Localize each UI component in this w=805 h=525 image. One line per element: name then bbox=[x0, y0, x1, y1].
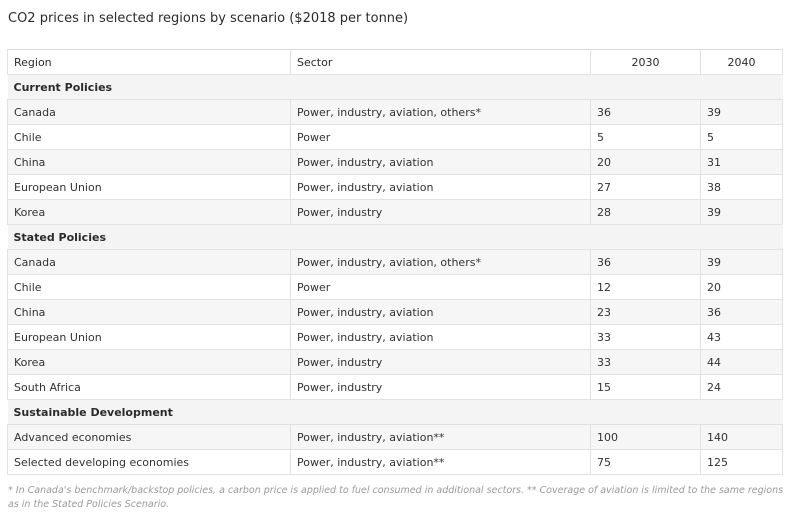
table-body bbox=[8, 75, 783, 475]
table-row bbox=[8, 150, 783, 175]
value-2040-cell: 31 bbox=[701, 150, 783, 175]
sector-cell: Power bbox=[291, 275, 591, 300]
table-row bbox=[8, 200, 783, 225]
sector-cell: Power, industry, aviation bbox=[291, 175, 591, 200]
region-cell: European Union bbox=[8, 175, 291, 200]
value-2040-cell: 39 bbox=[701, 250, 783, 275]
region-cell: Canada bbox=[8, 250, 291, 275]
column-header-region: Region bbox=[8, 50, 291, 75]
region-cell: Advanced economies bbox=[8, 425, 291, 450]
region-cell: Korea bbox=[8, 200, 291, 225]
scenario-name: Stated Policies bbox=[8, 225, 783, 250]
sector-cell: Power, industry bbox=[291, 375, 591, 400]
value-2040-cell: 43 bbox=[701, 325, 783, 350]
scenario-group-row bbox=[8, 400, 783, 425]
value-2040-cell: 36 bbox=[701, 300, 783, 325]
value-2030-cell: 100 bbox=[591, 425, 701, 450]
value-2030-cell: 15 bbox=[591, 375, 701, 400]
scenario-group-row bbox=[8, 75, 783, 100]
region-cell: China bbox=[8, 300, 291, 325]
sector-cell: Power, industry, aviation bbox=[291, 300, 591, 325]
value-2040-cell: 38 bbox=[701, 175, 783, 200]
region-cell: South Africa bbox=[8, 375, 291, 400]
table-row bbox=[8, 250, 783, 275]
sector-cell: Power, industry bbox=[291, 350, 591, 375]
region-cell: Chile bbox=[8, 125, 291, 150]
column-header-2030: 2030 bbox=[591, 50, 701, 75]
region-cell: Korea bbox=[8, 350, 291, 375]
table-row bbox=[8, 425, 783, 450]
table-row bbox=[8, 375, 783, 400]
table-row bbox=[8, 325, 783, 350]
value-2030-cell: 20 bbox=[591, 150, 701, 175]
value-2040-cell: 44 bbox=[701, 350, 783, 375]
sector-cell: Power, industry, aviation bbox=[291, 325, 591, 350]
table-row bbox=[8, 450, 783, 475]
header-row bbox=[8, 50, 783, 75]
sector-cell: Power, industry, aviation, others* bbox=[291, 250, 591, 275]
sector-cell: Power, industry bbox=[291, 200, 591, 225]
sector-cell: Power, industry, aviation bbox=[291, 150, 591, 175]
region-cell: Selected developing economies bbox=[8, 450, 291, 475]
sector-cell: Power bbox=[291, 125, 591, 150]
value-2040-cell: 125 bbox=[701, 450, 783, 475]
value-2040-cell: 39 bbox=[701, 200, 783, 225]
value-2030-cell: 36 bbox=[591, 250, 701, 275]
table-row bbox=[8, 125, 783, 150]
value-2040-cell: 39 bbox=[701, 100, 783, 125]
region-cell: European Union bbox=[8, 325, 291, 350]
table-row bbox=[8, 275, 783, 300]
scenario-name: Sustainable Development bbox=[8, 400, 783, 425]
table-row bbox=[8, 175, 783, 200]
value-2030-cell: 33 bbox=[591, 325, 701, 350]
value-2030-cell: 28 bbox=[591, 200, 701, 225]
table-title: CO2 prices in selected regions by scenario ($2018 per tonne) bbox=[8, 11, 409, 26]
value-2030-cell: 33 bbox=[591, 350, 701, 375]
table-row bbox=[8, 100, 783, 125]
footnote: * In Canada's benchmark/backstop policies, a carbon price is applied to fuel consumed in additional sectors. ** Coverage of aviation is limited to the same regions as in the Stated Policies Scenario. bbox=[8, 485, 784, 510]
region-cell: China bbox=[8, 150, 291, 175]
value-2030-cell: 12 bbox=[591, 275, 701, 300]
value-2040-cell: 5 bbox=[701, 125, 783, 150]
scenario-name: Current Policies bbox=[8, 75, 783, 100]
column-header-sector: Sector bbox=[291, 50, 591, 75]
column-header-2040: 2040 bbox=[701, 50, 783, 75]
value-2030-cell: 27 bbox=[591, 175, 701, 200]
value-2030-cell: 75 bbox=[591, 450, 701, 475]
scenario-group-row bbox=[8, 225, 783, 250]
value-2040-cell: 24 bbox=[701, 375, 783, 400]
value-2030-cell: 5 bbox=[591, 125, 701, 150]
table-row bbox=[8, 300, 783, 325]
sector-cell: Power, industry, aviation, others* bbox=[291, 100, 591, 125]
co2-price-table bbox=[7, 49, 783, 475]
region-cell: Chile bbox=[8, 275, 291, 300]
value-2030-cell: 36 bbox=[591, 100, 701, 125]
value-2040-cell: 20 bbox=[701, 275, 783, 300]
sector-cell: Power, industry, aviation** bbox=[291, 450, 591, 475]
value-2030-cell: 23 bbox=[591, 300, 701, 325]
value-2040-cell: 140 bbox=[701, 425, 783, 450]
sector-cell: Power, industry, aviation** bbox=[291, 425, 591, 450]
table-row bbox=[8, 350, 783, 375]
region-cell: Canada bbox=[8, 100, 291, 125]
